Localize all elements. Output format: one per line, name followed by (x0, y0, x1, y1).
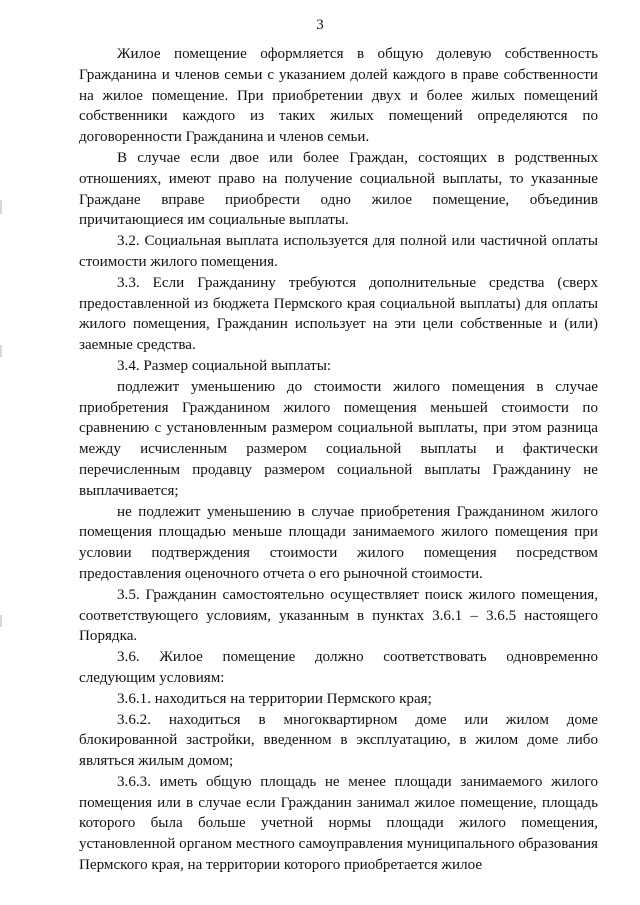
document-body (79, 44, 598, 876)
paragraph-3-4: 3.4. Размер социальной выплаты: (117, 357, 332, 374)
paragraph-3-4-reduction: подлежит уменьшению до стоимости жилого помещения в случае приобретения Гражданином жилого помещения меньшей стоимости по сравнению с установленным размером социальной выплаты, при этом разница между исчисленным размером социальной выплаты и фактически перечисленным продавцу размером социальной выплаты Гражданину не выплачивается; (79, 378, 598, 499)
scan-edge-mark (0, 345, 2, 357)
paragraph-3-5: 3.5. Гражданин самостоятельно осуществляет поиск жилого помещения, соответствующего условиям, указанным в пунктах 3.6.1 – 3.6.5 настоящего Порядка. (79, 586, 598, 645)
paragraph-3-6-3: 3.6.3. иметь общую площадь не менее площади занимаемого жилого помещения или в случае если Гражданин занимал жилое помещение, площадь которого была больше учетной нормы площади жилого помещения, установленной органом местного самоуправления муниципального образования Пермского края, на территории которого приобретается жилое (79, 773, 598, 874)
scan-edge-mark (0, 200, 2, 214)
paragraph-shared-ownership: Жилое помещение оформляется в общую долевую собственность Гражданина и членов семьи с указанием долей каждого в праве собственности на жилое помещение. При приобретении двух и более жилых помещений собственники каждого из таких жилых помещений определяются по договоренности Гражданина и членов семьи. (79, 46, 598, 146)
scan-edge-mark (0, 615, 2, 627)
paragraph-3-6: 3.6. Жилое помещение должно соответствовать одновременно следующим условиям: (79, 649, 598, 686)
paragraph-3-6-1: 3.6.1. находиться на территории Пермского края; (117, 690, 432, 707)
paragraph-3-2: 3.2. Социальная выплата используется для полной или частичной оплаты стоимости жилого помещения. (79, 233, 598, 270)
page-number: 3 (316, 17, 324, 33)
paragraph-relatives: В случае если двое или более Граждан, состоящих в родственных отношениях, имеют право на получение социальной выплаты, то указанные Граждане вправе приобрести одно жилое помещение, объединив причитающиеся им социальные выплаты. (79, 149, 598, 229)
paragraph-3-4-no-reduction: не подлежит уменьшению в случае приобретения Гражданином жилого помещения площадью меньше площади занимаемого жилого помещения при условии подтверждения стоимости жилого помещения посредством предоставления оценочного отчета о его рыночной стоимости. (79, 503, 598, 582)
paragraph-3-3: 3.3. Если Гражданину требуются дополнительные средства (сверх предоставленной из бюджета Пермского края социальной выплаты) для оплаты жилого помещения, Гражданин использует на эти цели собственные и (или) заемные средства. (79, 274, 598, 354)
paragraph-3-6-2: 3.6.2. находиться в многоквартирном доме или жилом доме блокированной застройки, введенном в эксплуатацию, в жилом доме либо являться жилым домом; (79, 711, 598, 770)
